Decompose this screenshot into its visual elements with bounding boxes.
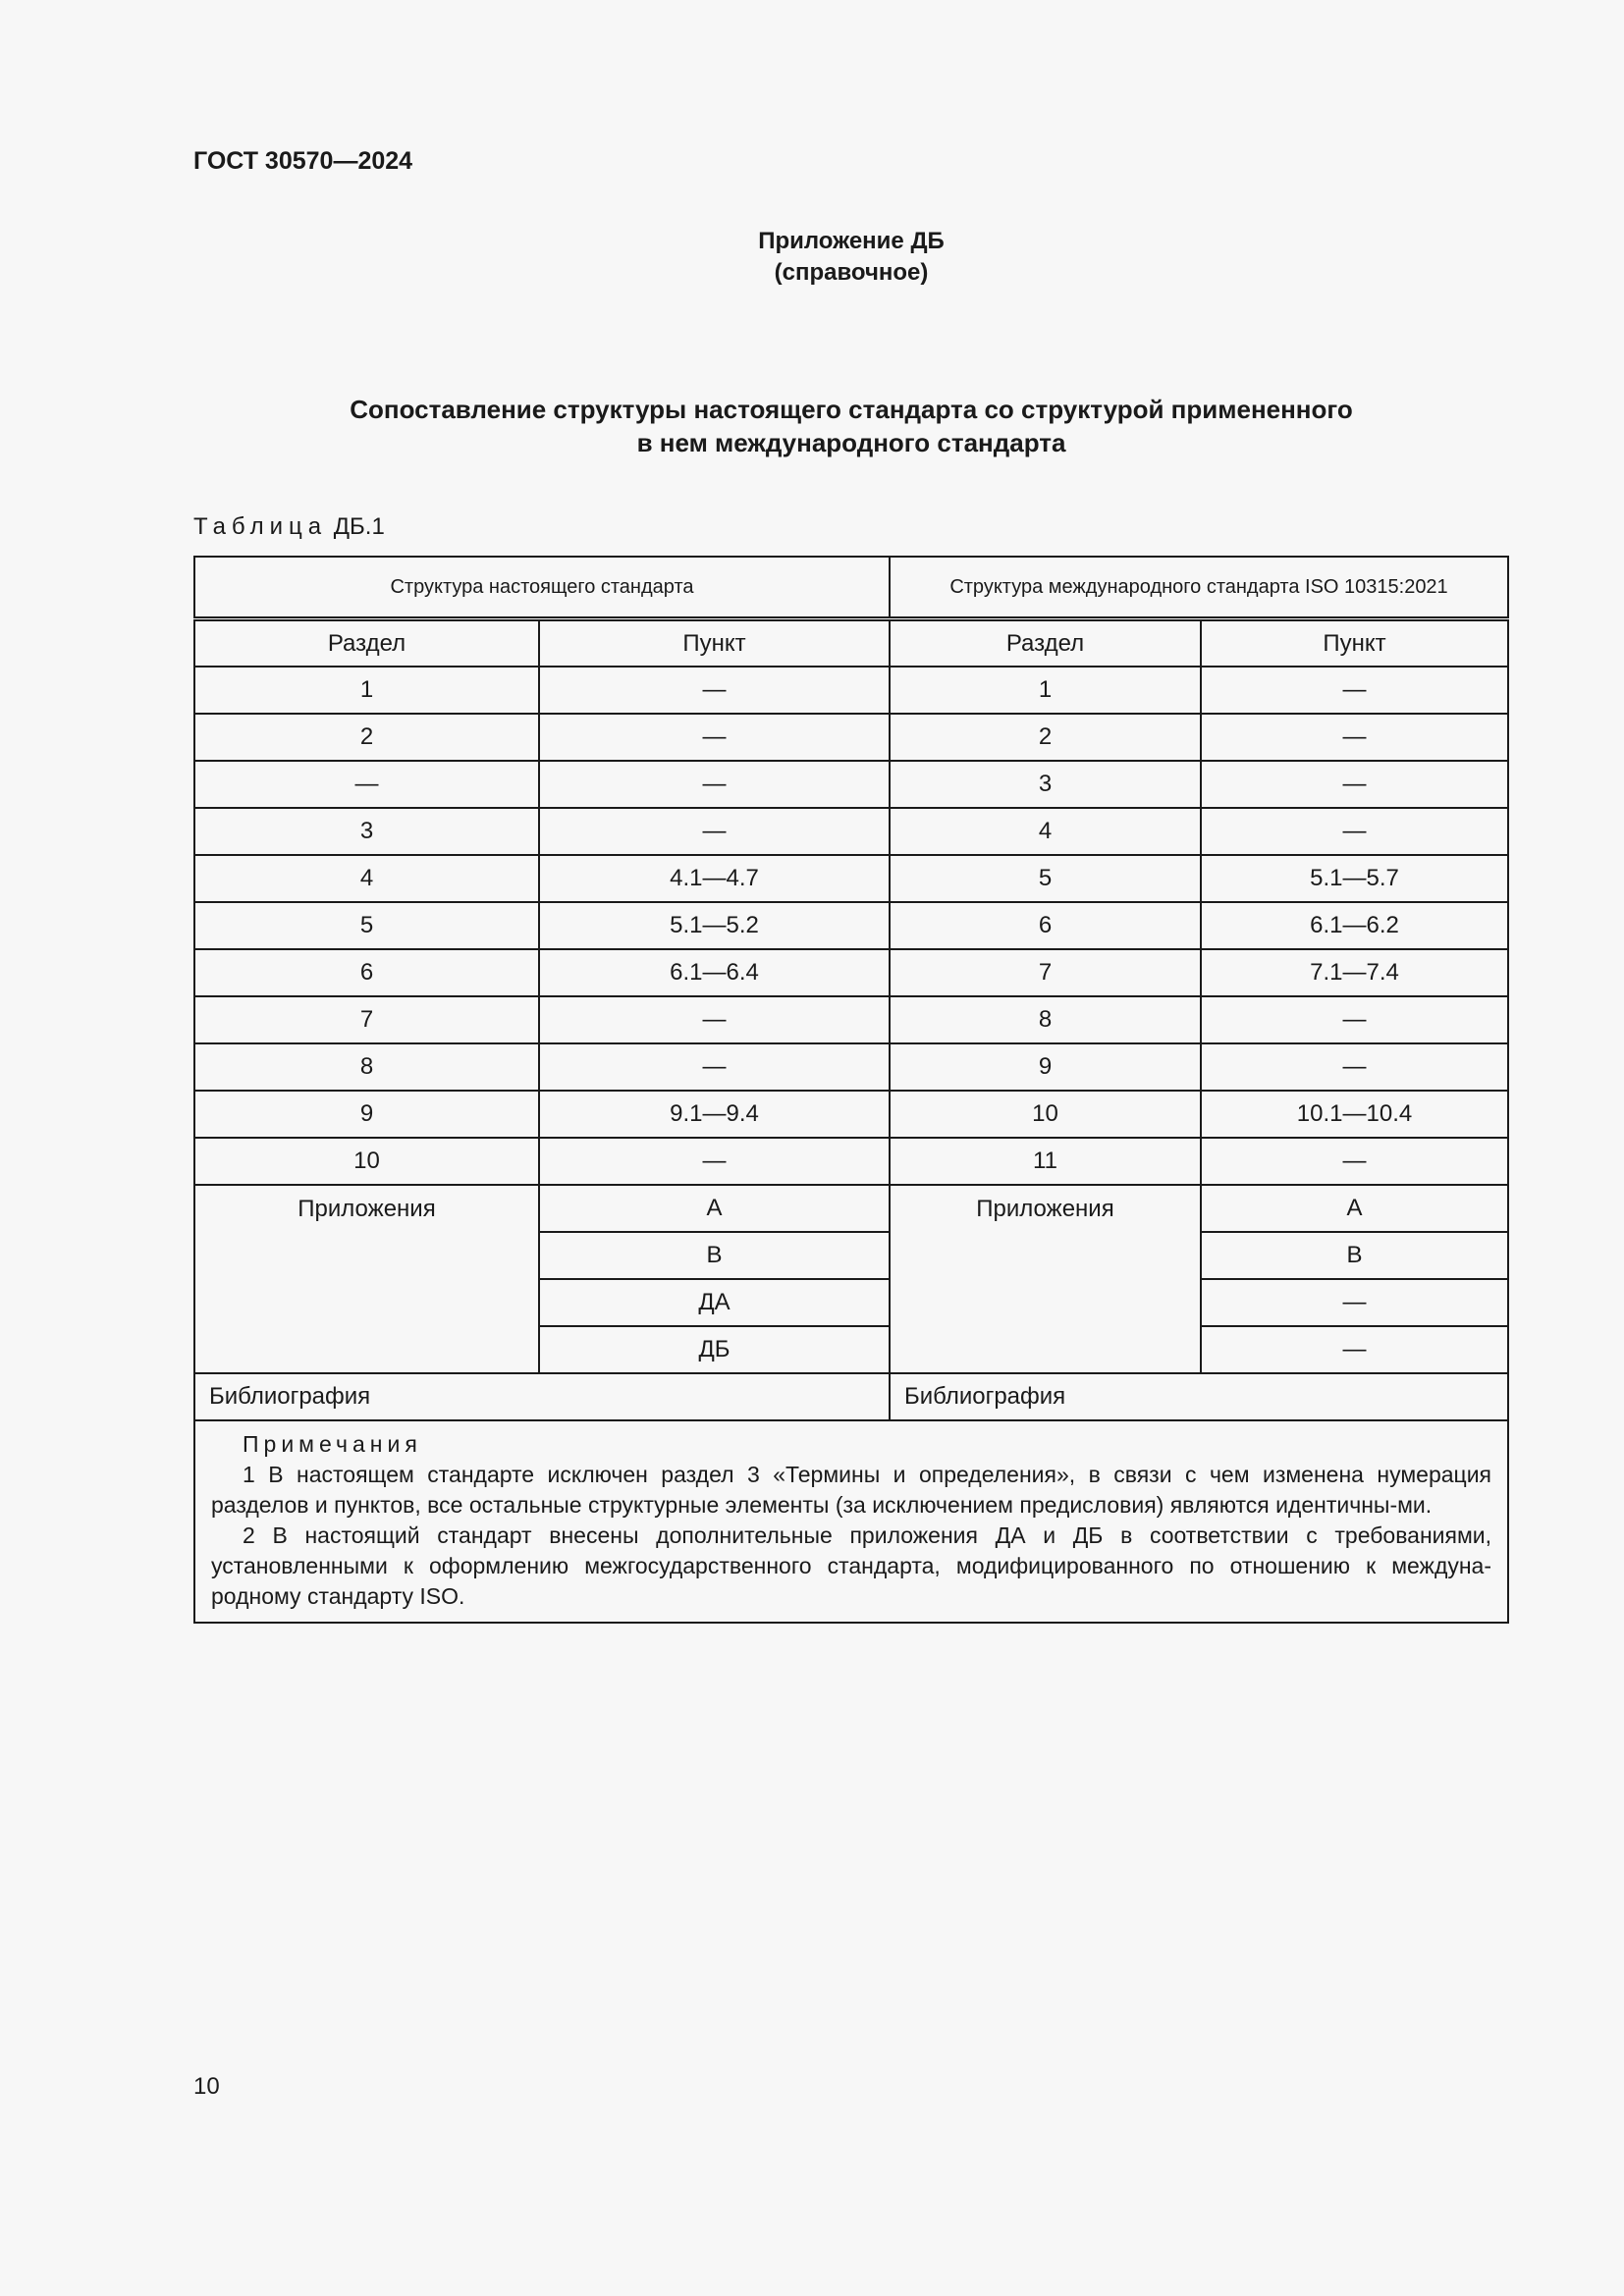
- clause-left-cell: —: [539, 1043, 890, 1091]
- table-subheader-row: [194, 619, 1508, 667]
- section-right-cell: 10: [890, 1091, 1201, 1138]
- table-row: [194, 1043, 1508, 1091]
- section-left-cell: 9: [194, 1091, 539, 1138]
- section-right-cell: 9: [890, 1043, 1201, 1091]
- appendix-left-cell: ДБ: [539, 1326, 890, 1373]
- section-right-cell: 7: [890, 949, 1201, 996]
- clause-right-cell: —: [1201, 714, 1508, 761]
- table-row: [194, 996, 1508, 1043]
- clause-right-cell: 7.1—7.4: [1201, 949, 1508, 996]
- notes-cell: [194, 1420, 1508, 1623]
- clause-left-cell: 9.1—9.4: [539, 1091, 890, 1138]
- table-caption-word: Таблица: [193, 513, 328, 540]
- subheader-section-right: Раздел: [890, 619, 1201, 667]
- appendix-right-cell: —: [1201, 1279, 1508, 1326]
- section-left-cell: 8: [194, 1043, 539, 1091]
- subheader-section-left: Раздел: [194, 619, 539, 667]
- section-left-cell: 6: [194, 949, 539, 996]
- clause-left-cell: 5.1—5.2: [539, 902, 890, 949]
- section-left-cell: 3: [194, 808, 539, 855]
- section-right-cell: 11: [890, 1138, 1201, 1185]
- appendix-left-cell: А: [539, 1185, 890, 1232]
- clause-right-cell: —: [1201, 1043, 1508, 1091]
- table-header-row: [194, 557, 1508, 619]
- section-title-line-1: Сопоставление структуры настоящего стандарта со структурой примененного: [350, 395, 1353, 424]
- note-1: 1 В настоящем стандарте исключен раздел 3 «Термины и определения», в связи с чем изменена нумерация разделов и пунктов, все остальные структурные элементы (за исключением предисловия) являются идентичны-ми.: [211, 1462, 1492, 1518]
- header-this-standard: Структура настоящего стандарта: [194, 557, 890, 619]
- table-row: [194, 808, 1508, 855]
- page-number: 10: [193, 2073, 220, 2100]
- section-right-cell: 3: [890, 761, 1201, 808]
- table-row: [194, 855, 1508, 902]
- table-row: [194, 902, 1508, 949]
- appendix-right-cell: В: [1201, 1232, 1508, 1279]
- appendix-left-cell: ДА: [539, 1279, 890, 1326]
- appendices-label-left: Приложения: [194, 1185, 539, 1373]
- section-right-cell: 4: [890, 808, 1201, 855]
- bibliography-right: Библиография: [890, 1373, 1508, 1420]
- section-right-cell: 8: [890, 996, 1201, 1043]
- table-row: [194, 761, 1508, 808]
- clause-left-cell: —: [539, 996, 890, 1043]
- section-right-cell: 1: [890, 667, 1201, 714]
- section-title: [0, 393, 1624, 459]
- section-left-cell: 7: [194, 996, 539, 1043]
- clause-right-cell: 10.1—10.4: [1201, 1091, 1508, 1138]
- structure-comparison-table: [193, 556, 1509, 1624]
- appendix-title: Приложение ДБ: [758, 228, 945, 254]
- appendix-right-cell: —: [1201, 1326, 1508, 1373]
- section-right-cell: 2: [890, 714, 1201, 761]
- subheader-clause-left: Пункт: [539, 619, 890, 667]
- section-left-cell: 2: [194, 714, 539, 761]
- section-left-cell: 10: [194, 1138, 539, 1185]
- clause-left-cell: —: [539, 714, 890, 761]
- clause-left-cell: —: [539, 808, 890, 855]
- table-caption-number: ДБ.1: [333, 513, 385, 540]
- clause-left-cell: 6.1—6.4: [539, 949, 890, 996]
- clause-right-cell: 6.1—6.2: [1201, 902, 1508, 949]
- appendix-heading: [0, 226, 1624, 289]
- header-international-standard: Структура международного стандарта ISO 10315:2021: [890, 557, 1508, 619]
- clause-right-cell: —: [1201, 761, 1508, 808]
- notes-heading: Примечания: [243, 1431, 422, 1457]
- document-header: ГОСТ 30570—2024: [193, 147, 413, 175]
- appendix-left-cell: В: [539, 1232, 890, 1279]
- table-row: [194, 714, 1508, 761]
- clause-right-cell: —: [1201, 1138, 1508, 1185]
- bibliography-left: Библиография: [194, 1373, 890, 1420]
- section-left-cell: —: [194, 761, 539, 808]
- note-2: 2 В настоящий стандарт внесены дополнительные приложения ДА и ДБ в соответствии с требованиями, установленными к оформлению межгосударственного стандарта, модифицированного по отношению к междуна-родному стандарту ISO.: [211, 1522, 1492, 1609]
- clause-left-cell: —: [539, 1138, 890, 1185]
- section-left-cell: 1: [194, 667, 539, 714]
- table-row: [194, 1091, 1508, 1138]
- section-right-cell: 6: [890, 902, 1201, 949]
- clause-right-cell: —: [1201, 808, 1508, 855]
- table-row: [194, 949, 1508, 996]
- section-title-line-2: в нем международного стандарта: [636, 428, 1066, 457]
- appendices-label-right: Приложения: [890, 1185, 1201, 1373]
- clause-left-cell: 4.1—4.7: [539, 855, 890, 902]
- section-right-cell: 5: [890, 855, 1201, 902]
- appendix-right-cell: А: [1201, 1185, 1508, 1232]
- table-caption: [193, 513, 385, 541]
- section-left-cell: 4: [194, 855, 539, 902]
- section-left-cell: 5: [194, 902, 539, 949]
- appendix-row: [194, 1185, 1508, 1232]
- clause-right-cell: —: [1201, 996, 1508, 1043]
- clause-left-cell: —: [539, 761, 890, 808]
- table-row: [194, 1138, 1508, 1185]
- subheader-clause-right: Пункт: [1201, 619, 1508, 667]
- clause-left-cell: —: [539, 667, 890, 714]
- table-row: [194, 667, 1508, 714]
- appendix-type: (справочное): [774, 259, 929, 286]
- bibliography-row: [194, 1373, 1508, 1420]
- clause-right-cell: 5.1—5.7: [1201, 855, 1508, 902]
- clause-right-cell: —: [1201, 667, 1508, 714]
- notes-row: [194, 1420, 1508, 1623]
